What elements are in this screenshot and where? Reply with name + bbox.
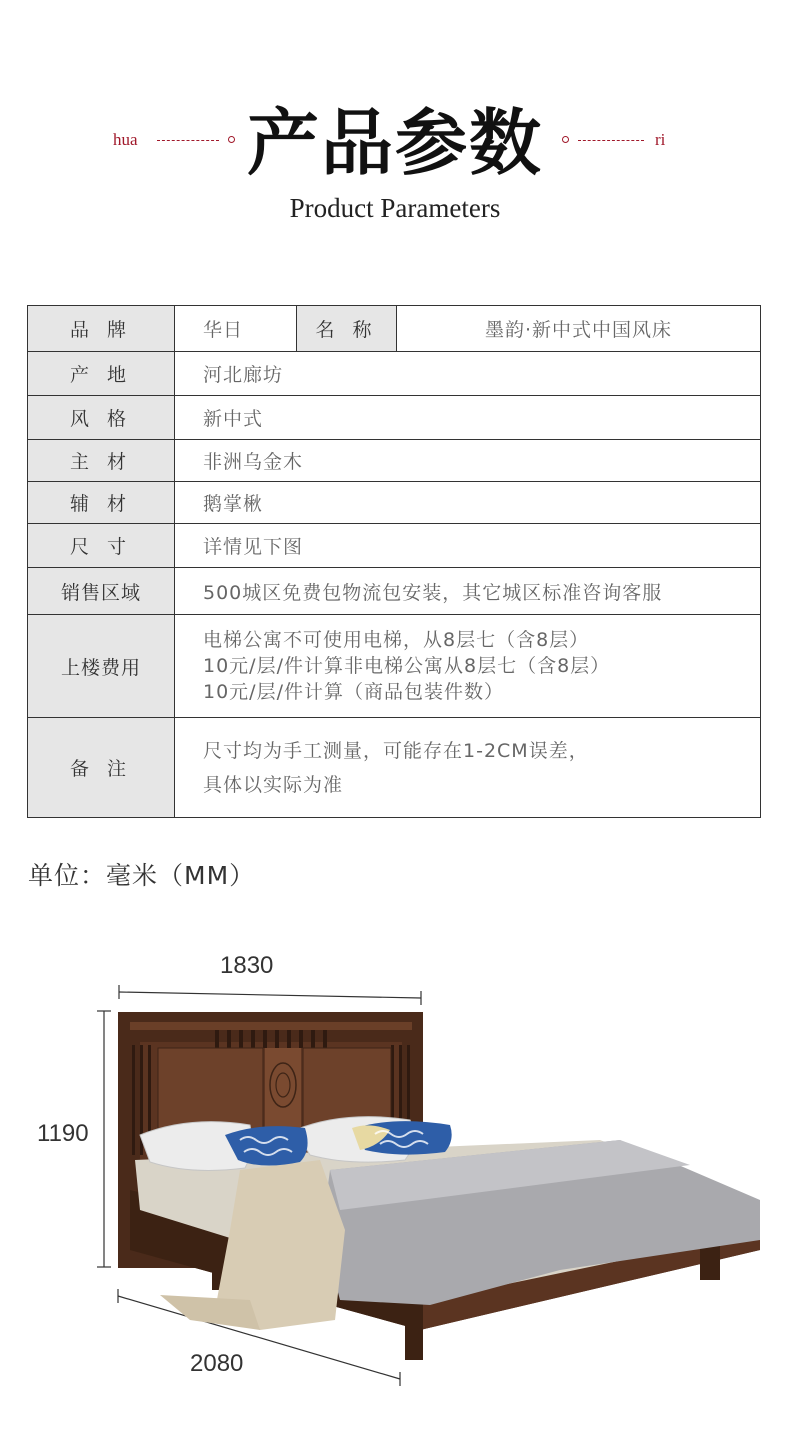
unit-label: 单位：毫米（MM） <box>28 861 256 890</box>
floor-fee-line: 10元/层/件计算非电梯公寓从8层七（含8层） <box>203 655 611 677</box>
remark-label: 备 注 <box>28 718 175 818</box>
brand-value: 华日 <box>175 306 297 352</box>
remark-value <box>175 718 761 818</box>
page-title: 产品参数 <box>246 100 543 185</box>
brand-label: 品 牌 <box>28 306 175 352</box>
table-row <box>28 396 761 440</box>
right-ring-icon <box>562 136 569 143</box>
table-row <box>28 524 761 568</box>
main-material-label: 主 材 <box>28 440 175 482</box>
right-decor-word: ri <box>655 130 666 149</box>
page-subtitle: Product Parameters <box>289 193 501 223</box>
sales-area-label: 销售区域 <box>28 568 175 615</box>
sales-area-value: 500城区免费包物流包安装，其它城区标准咨询客服 <box>175 568 761 615</box>
name-value: 墨韵·新中式中国风床 <box>397 306 761 352</box>
table-row <box>28 718 761 818</box>
length-dimension-label: 2080 <box>190 1350 244 1377</box>
floor-fee-line: 电梯公寓不可使用电梯，从8层七（含8层） <box>203 629 590 651</box>
size-label: 尺 寸 <box>28 524 175 568</box>
remark-line: 具体以实际为准 <box>203 773 344 796</box>
table-row <box>28 306 761 352</box>
aux-material-value: 鹅掌楸 <box>175 482 761 524</box>
size-value: 详情见下图 <box>175 524 761 568</box>
style-label: 风 格 <box>28 396 175 440</box>
name-label: 名 称 <box>297 306 397 352</box>
table-row <box>28 352 761 396</box>
left-decor-word: hua <box>113 130 138 149</box>
table-row <box>28 440 761 482</box>
table-row <box>28 482 761 524</box>
bedding <box>135 1117 760 1330</box>
bed-illustration <box>0 940 790 1400</box>
floor-fee-value <box>175 615 761 718</box>
origin-value: 河北廊坊 <box>175 352 761 396</box>
main-material-value: 非洲乌金木 <box>175 440 761 482</box>
right-dashed-line <box>578 140 644 141</box>
style-value: 新中式 <box>175 396 761 440</box>
parameter-table <box>27 305 761 818</box>
remark-line: 尺寸均为手工测量，可能存在1-2CM误差， <box>203 739 589 762</box>
table-row <box>28 615 761 718</box>
page-header <box>0 0 790 260</box>
width-dimension-label: 1830 <box>220 952 274 979</box>
table-row <box>28 568 761 615</box>
floor-fee-line: 10元/层/件计算（商品包装件数） <box>203 681 504 703</box>
height-dimension-label: 1190 <box>37 1120 89 1147</box>
floor-fee-label: 上楼费用 <box>28 615 175 718</box>
origin-label: 产 地 <box>28 352 175 396</box>
aux-material-label: 辅 材 <box>28 482 175 524</box>
